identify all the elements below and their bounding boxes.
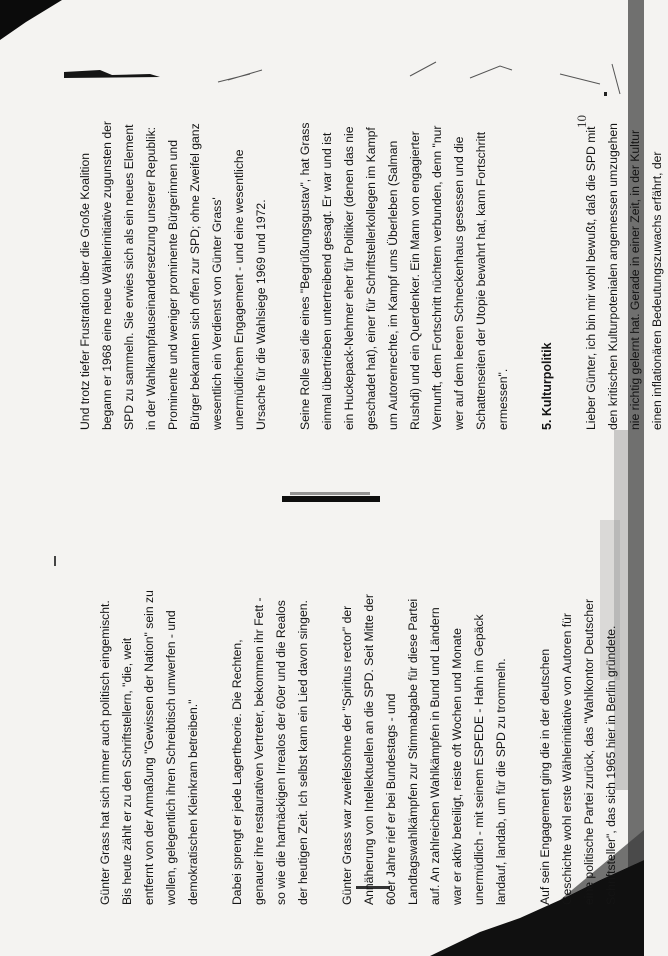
text-line: Vernunft, dem Fortschritt nüchtern verbunden, denn "nur — [430, 125, 444, 430]
text-line: in der Wahlkampfauseinandersetzung unserer Republik: — [144, 126, 158, 430]
text-line: Annäherung von Intellektuellen an die SPD. Seit Mitte der — [362, 594, 376, 905]
text-line: einen inflationären Bedeutungszuwachs erfährt, der — [650, 151, 664, 430]
text-line: Und trotz tiefer Frustration über die Große Koalition — [78, 152, 92, 430]
paragraph-spiritus-rector — [336, 545, 512, 905]
text-line: Schriftsteller", das sich 1965 hier in Berlin gründete. — [604, 625, 618, 905]
text-line: Rushdi) und ein Querdenker. Ein Mann von engagierter — [408, 131, 422, 430]
text-line: Günter Grass war zweifelsohne der "Spiritus rector" der — [340, 605, 354, 905]
paragraph-gap — [314, 545, 336, 905]
text-line: SPD zu sammeln. Sie erwies sich als ein neues Element — [122, 124, 136, 430]
text-line: nie richtig gelernt hat. Gerade in einer Zeit, in der Kultur — [628, 129, 642, 430]
text-line: um Autorenrechte, im Kampf ums Überleben (Salman — [386, 140, 400, 430]
text-line: Bürger bekannten sich offen zur SPD; ohne Zweifel ganz — [188, 123, 202, 430]
text-line: der heutigen Zeit. Ich selbst kann ein Lied davon singen. — [296, 600, 310, 905]
paragraph-gap — [512, 545, 534, 905]
text-line: einmal übertrieben untertreibend gesagt. Er war und ist — [320, 132, 334, 430]
paragraph-gap — [204, 545, 226, 905]
text-line: Lieber Günter, ich bin mir wohl bewußt, daß die SPD mit — [584, 126, 598, 430]
paragraph-wahlerinitiative — [74, 121, 272, 430]
text-line: auf. An zahlreichen Wahlkämpfen in Bund und Ländern — [428, 607, 442, 905]
text-line: unermüdlich - mit seinem ESPEDE - Hahn im Gepäck — [472, 614, 486, 905]
text-line: Seine Rolle sei die eines "Begrüßungsgustav", hat Grass — [298, 122, 312, 430]
paragraph-begruessungsgustav — [294, 122, 514, 430]
text-line: wesentlich ein Verdienst von Günter Grass' — [210, 197, 224, 430]
paragraph-gap — [514, 130, 536, 430]
top-scratches — [218, 62, 620, 94]
text-line: Schattenseiten der Utopie bewahrt hat, kann Fortschritt — [474, 131, 488, 430]
text-line: genauer ihre restaurativen Vertreter, bekommen ihr Fett - — [252, 597, 266, 905]
text-line: eine politische Partei zurück, das "Wahlkontor Deutscher — [582, 599, 596, 905]
paragraph-gap — [272, 130, 294, 430]
paragraph-wahlkontor — [534, 545, 622, 905]
page-number: 10 — [574, 115, 589, 128]
text-line: Günter Grass hat sich immer auch politisch eingemischt. — [98, 600, 112, 905]
text-line: Bis heute zählt er zu den Schriftstellern, "die, weit — [120, 637, 134, 905]
text-line: geschadet hat), einer für Schriftstellerkollegen im Kampf — [364, 127, 378, 430]
text-line: entfernt von der Anmaßung "Gewissen der Nation" sein zu — [142, 590, 156, 905]
corner-shadow-top-left — [0, 0, 62, 40]
text-line: ein Huckepack-Nehmer eher für Politiker (denen das nie — [342, 126, 356, 430]
text-line: den kritischen Kulturpotenialen angemessen umzugehen — [606, 123, 620, 430]
paragraph-lagertheorie — [226, 545, 314, 905]
text-line: begann er 1968 eine neue Wählerinitiative zugunsten der — [100, 121, 114, 430]
left-text-column — [94, 545, 622, 905]
section-heading: 5. Kulturpolitik — [540, 342, 554, 430]
text-line: war er aktiv beteiligt, reiste oft Wochen und Monate — [450, 628, 464, 905]
text-line: Geschichte wohl erste Wählerinitiative von Autoren für — [560, 613, 574, 905]
text-line: Auf sein Engagement ging die in der deutschen — [538, 648, 552, 905]
paragraph-gap — [558, 130, 580, 430]
top-right-dot — [604, 92, 607, 96]
edge-streak-top — [64, 70, 160, 78]
text-line: 60er Jahre rief er bei Bundestags - und — [384, 693, 398, 905]
center-binding-bar-shadow — [290, 492, 370, 495]
text-line: unermüdlichem Engagement - und eine wesentliche — [232, 149, 246, 430]
text-line: Landtagswahlkämpfen zur Stimmabgabe für diese Partei — [406, 598, 420, 905]
text-line: so wie die hartnäckigen Irrealos der 60er und die Realos — [274, 600, 288, 905]
text-line: wer auf dem leeren Schneckenhaus gesessen und die — [452, 136, 466, 430]
text-line: demokratischen Kleinkram betreiben." — [186, 699, 200, 905]
left-margin-mark — [54, 556, 56, 566]
text-line: wollen, gelegentlich ihren Schreibtisch umwerfen - und — [164, 610, 178, 905]
text-line: ermessen". — [496, 368, 510, 430]
text-line: Prominente und weniger prominente Bürgerinnen und — [166, 140, 180, 430]
text-line: Dabei sprengt er jede Lagertheorie. Die Rechten, — [230, 639, 244, 905]
text-line: Ursache für die Wahlsiege 1969 und 1972. — [254, 199, 268, 430]
text-line: landauf, landab, um für die SPD zu trommeln. — [494, 658, 508, 905]
paragraph-engagement — [94, 545, 204, 905]
center-binding-bar — [282, 496, 380, 502]
paragraph-kulturpolitik — [580, 123, 668, 430]
